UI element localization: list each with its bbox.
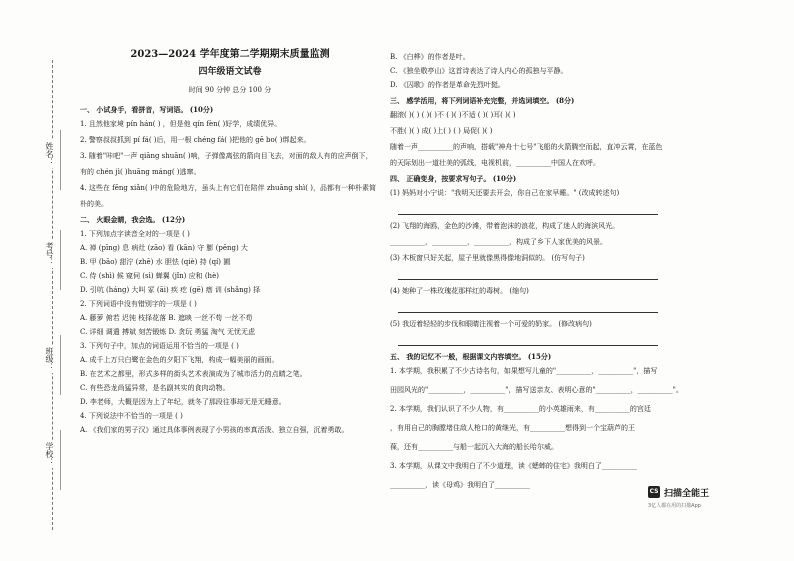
question-line: A. 禅 (pīng) 息 病灶 (zāo) 看 (kān) 守 膨 (pēng) 大 [80,244,248,252]
right-column [390,52,770,499]
left-column [80,48,380,439]
question-line: 2. 警察叔叔抓到 pí fá( )后，用一根 chéng fá( )把他的 gē bo( )绑起来。 [80,136,311,144]
question-line: 随着一声__________的声响，搭载"神舟十七号"飞船的火箭腾空而起，直冲云霄，在蓝色 [390,143,663,151]
question-line: 1. 下列加点字读音全对的一项是 ( ) [80,230,190,238]
class-label: 班级： [45,347,54,371]
question-line: 有的 chén jì( )huāng máng( )逃窜。 [80,168,201,176]
question-line: ，有用自己的胸膛堵住敌人枪口的黄继光，有__________想得到一个宝葫芦的王 [390,424,635,432]
question-line: 朴的美。 [80,200,108,208]
question-line: B. 《白桦》的作者是叶。 [390,53,470,61]
question-line: 1. 且然他家境 pín hán( ) ，但是他 qín fèn( )好学，成绩优异。 [80,120,282,128]
question-line: D. 李老师，大概是因为上了年纪，就冬了那段往事却无是无睡意。 [80,398,286,406]
question-line: A. 《我们家的男子汉》通过具体事例表现了小男孩的率真活泼、独立自强，沉着勇敢。 [80,426,349,434]
question-line: D. 《囚歌》的作者是革命先烈叶挺。 [390,81,505,89]
exam-meta: 时间 90 分钟 总分 100 分 [188,86,272,94]
answer-line [398,269,658,280]
question-line: 2. 本学期，我们认识了不少人物，有__________的小英雄雨来，有__________的宫廷 [390,405,651,413]
question-line: C. 侍 (shì) 候 窥伺 (sì) 蝉翼 (jǐn) 应和 (hè) [80,272,219,280]
watermark-tagline: 3亿人都在用的扫描App [648,503,701,509]
question-line: C. 《独坐敬亭山》这首诗表达了诗人内心的孤独与平静。 [390,67,568,75]
question-line: 3. 随着"咔吧"一声 qiāng shuān( )响，子弹像离弦的箭向目飞去，对面的敌人有的应声倒下， [80,152,373,160]
question-line: D. 引吭 (háng) 大叫 冢 (āi) 疾 疙 (gē) 瘩 训 (shǎng) 择 [80,286,261,294]
exam-number-blank [60,230,61,290]
question-line: 葆，还有__________与船一起沉入大海的船长哈尔威。 [390,443,558,451]
answer-line [398,204,658,215]
exam-title: 2023—2024 学年度第二学期期末质量监测 [130,49,330,60]
question-line: 不胜( )( ) 成( )上( ) ( ) 局促( )( ) [390,127,493,135]
question-line: C. 详细 调遣 搏斌 刻苦锻炼 D. 贪玩 勇猛 淘气 无忧无虑 [80,328,255,336]
question-line: A. 成千上万只白鹭在金色的夕阳下飞翔，构成一幅美丽的画面。 [80,356,279,364]
answer-line [398,335,658,346]
question-line: 翻滚( )( ) ( )( )不 ( )( )不适 ( )( )耳( )( ) [390,111,516,119]
section-heading: 四、 正确变身，按要求写句子。 (10分) [390,174,517,183]
question-line: 的天际划出一道壮美的弧线，电视机前，__________中国人在欢呼。 [390,159,600,167]
question-line: 4. 这些在 fēng xiǎn( )中的危险地方，虽头上有它们在陪伴 zhuāng shì( )，品都有一种朴素简 [80,184,376,192]
section-heading: 一、 小试身手，看拼音，写词语。 (10分) [80,105,214,114]
question-line: 3. 本学期，从课文中我明白了不少道理，读《蟋蟀的住宅》我明白了__________ [390,462,637,470]
question-line: 4. 下列说法中不恰当的一项是 ( ) [80,412,183,420]
name-label: 姓名： [45,142,54,166]
question-line: (5) 我迈着轻轻的步伐和眼睛注视着一个可爱的奶家。 (修改病句) [390,320,592,328]
camscanner-logo-icon: CS [648,486,660,498]
camscanner-watermark [648,484,768,514]
question-line: B. 在艺术之都里，形式多样的街头艺术表演成为了城市活力的点睛之笔。 [80,370,307,378]
section-heading: 三、 感学活用，将下列词语补充完整，并选词填空。 (8分) [390,96,575,105]
section-heading: 五、 我的记忆不一般，根据课文内容填空。 (15分) [390,352,552,361]
class-blank [60,335,61,395]
question-line: 1. 本学期，我积累了不少古诗名句，如果想写儿童的"__________，__________"，描写 [390,367,658,375]
question-line: 田园风光的"__________，__________"，描写送亲友、表明心意的"__________，__________"。 [390,386,683,394]
question-line: (1) 妈妈对小宁说："我明天还要去开会，你自己在家早睡。" (改成转述句) [390,189,620,197]
question-line: (3) 木板窗只好关起，屋子里就像黑得像地洞似的。 (仿写句子) [390,254,585,262]
question-line: __________，__________，__________，构成了乡下人家优美的风景。 [390,238,607,246]
school-blank [60,430,61,490]
binding-margin [30,60,76,530]
question-line: A. 藤萝 俯若 迟钝 枝择花落 B. 遮映 一丝不苟 一丝不苟 [80,314,253,322]
watermark-name: 扫描全能王 [664,489,710,499]
school-label: 学校： [45,442,54,466]
question-line: C. 有些恐龙尚猛异常，是名副其实的食肉动物。 [80,384,230,392]
section-heading: 二、 火眼金睛，我会选。 (12分) [80,215,186,224]
answer-line [398,302,658,313]
question-line: __________，读《母鸡》我明白了__________ [390,481,530,489]
question-line: 3. 下列句子中，加点的词语运用不恰当的一项是 ( ) [80,342,239,350]
name-blank [60,130,61,190]
exam-subtitle: 四年级语文试卷 [198,67,262,77]
exam-number-label: 考号： [45,242,54,266]
question-line: 2. 下列词语中没有错别字的一项是 ( ) [80,300,197,308]
question-line: (2) 飞翔的海鸥，金色的沙滩，带着泡沫的浪花，构成了迷人的海滨风光。 [390,222,620,230]
question-line: B. 甲 (bāo) 甜泞 (zhē) 水 胆怯 (qiè) 持 (qí) 圃 [80,258,231,266]
question-line: (4) 她种了一株玫瑰花那样红的毒树。 (缩句) [390,287,529,295]
